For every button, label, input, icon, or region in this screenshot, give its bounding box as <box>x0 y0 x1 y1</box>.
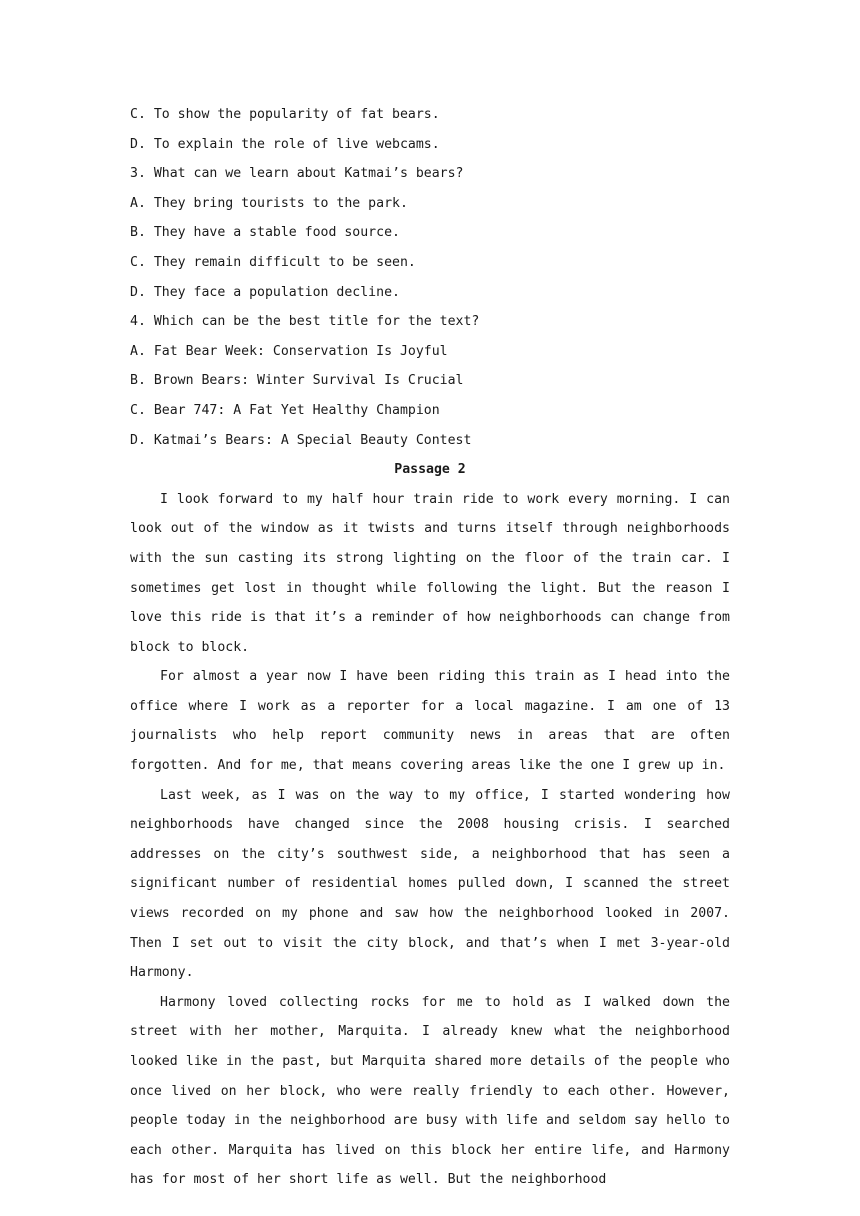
q3-option-a: A. They bring tourists to the park. <box>130 195 408 211</box>
passage-paragraph-4: Harmony loved collecting rocks for me to hold as I walked down the street with her mother, Marquita. I already knew what the neighborhood looked like in the past, but Marquita shared more details of the people who once lived on her block, who were really friendly to each other. However, people today in the neighborhood are busy with life and seldom say hello to each other. Marquita has lived on this block her entire life, and Harmony has for most of her short life as well. But the neighborhood <box>130 994 730 1188</box>
q4-option-c: C. Bear 747: A Fat Yet Healthy Champion <box>130 402 440 418</box>
q3-option-d: D. They face a population decline. <box>130 284 400 300</box>
q2-option-c: C. To show the popularity of fat bears. <box>130 107 440 122</box>
q4-option-d: D. Katmai’s Bears: A Special Beauty Contest <box>130 432 472 448</box>
passage-paragraph-1: I look forward to my half hour train ride to work every morning. I can look out of the window as it twists and turns itself through neighborhoods with the sun casting its strong lighting on the floor of the train car. I sometimes get lost in thought while following the light. But the reason I love this ride is that it’s a reminder of how neighborhoods can change from block to block. <box>130 491 730 655</box>
document-content <box>130 100 730 1195</box>
passage-paragraph-3: Last week, as I was on the way to my office, I started wondering how neighborhoods have changed since the 2008 housing crisis. I searched addresses on the city’s southwest side, a neighborhood that has seen a significant number of residential homes pulled down, I scanned the street views recorded on my phone and saw how the neighborhood looked in 2007. Then I set out to visit the city block, and that’s when I met 3-year-old Harmony. <box>130 787 730 981</box>
q4-option-b: B. Brown Bears: Winter Survival Is Crucial <box>130 373 464 389</box>
q3-option-c: C. They remain difficult to be seen. <box>130 254 416 270</box>
q4-option-a: A. Fat Bear Week: Conservation Is Joyful <box>130 343 448 359</box>
q3-stem: 3. What can we learn about Katmai’s bears? <box>130 166 464 182</box>
q3-option-b: B. They have a stable food source. <box>130 225 400 241</box>
q2-option-d: D. To explain the role of live webcams. <box>130 136 440 152</box>
q4-stem: 4. Which can be the best title for the text? <box>130 314 480 330</box>
passage-paragraph-2: For almost a year now I have been riding this train as I head into the office where I work as a reporter for a local magazine. I am one of 13 journalists who help report community news in areas that are often forgotten. And for me, that means covering areas like the one I grew up in. <box>130 669 730 774</box>
passage-title: Passage 2 <box>394 462 466 478</box>
